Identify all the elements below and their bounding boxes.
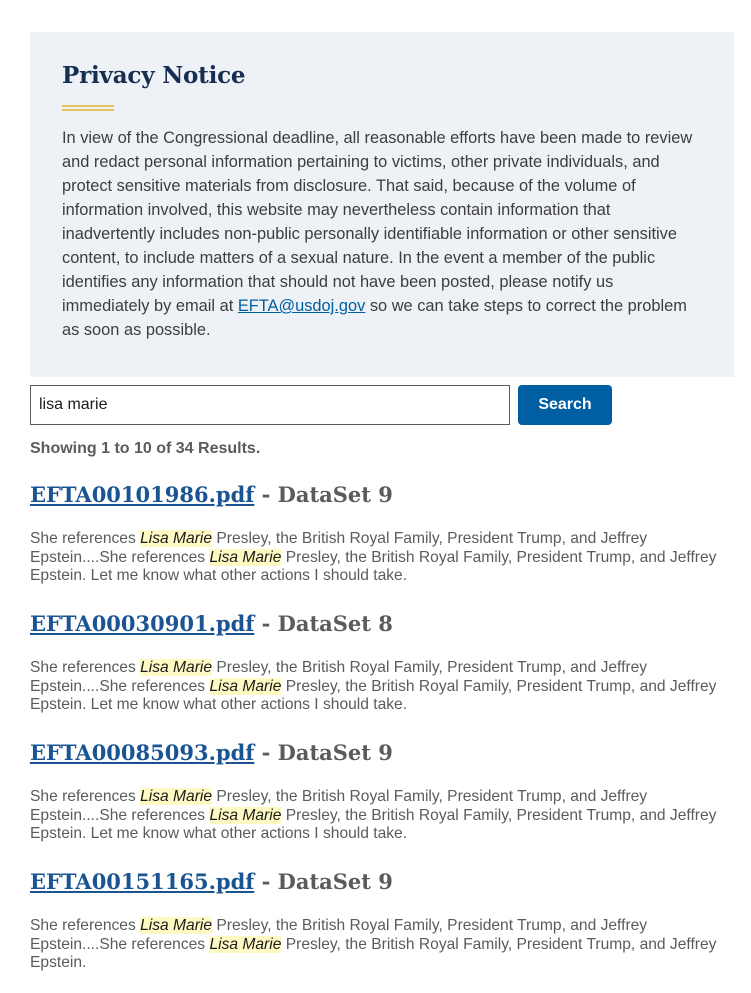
result-separator: - <box>254 869 278 894</box>
highlight-word: Lisa <box>140 788 169 805</box>
result-item <box>30 867 720 993</box>
result-dataset: DataSet 9 <box>277 869 393 894</box>
search-button[interactable]: Search <box>518 385 612 425</box>
highlight-word: Marie <box>173 788 213 805</box>
snippet-text: She references <box>30 659 141 676</box>
highlight-term <box>140 659 212 676</box>
snippet-text: She references <box>30 917 141 934</box>
highlight-word: Marie <box>242 806 282 824</box>
result-snippet <box>30 530 720 586</box>
email-link[interactable]: EFTA@usdoj.gov <box>237 297 366 315</box>
highlight-word: Marie <box>173 917 213 934</box>
result-file-link[interactable]: EFTA00030901.pdf <box>30 611 255 636</box>
result-snippet <box>30 659 720 715</box>
result-item <box>30 609 720 738</box>
result-separator: - <box>254 482 278 507</box>
snippet-text: Presley, the British Royal Family, President Trump, and Jeffrey Epstein. Let me know what other actions I should take. <box>30 677 717 713</box>
snippet-text: She references <box>30 788 141 805</box>
privacy-notice-body <box>62 126 702 342</box>
snippet-text: Presley, the British Royal Family, President Trump, and Jeffrey Epstein. Let me know what other actions I should take. <box>30 548 717 584</box>
search-input[interactable] <box>30 385 510 425</box>
result-snippet <box>30 917 720 973</box>
notice-body-text-end: so we can take steps to correct the problem as soon as possible. <box>62 297 687 339</box>
result-file-link[interactable]: EFTA00101986.pdf <box>30 482 255 507</box>
highlight-term <box>140 917 212 934</box>
results-count: Showing 1 to 10 of 34 Results. <box>30 440 261 457</box>
snippet-text: Presley, the British Royal Family, President Trump, and Jeffrey Epstein....She references <box>30 659 648 695</box>
result-title <box>30 738 720 768</box>
result-item <box>30 738 720 867</box>
notice-body-text: In view of the Congressional deadline, all reasonable efforts have been made to review and redact personal information pertaining to victims, other private individuals, and protect sensitive materials from disclosure. That said, because of the volume of information involved, this website may nevertheless contain information that inadvertently includes non-public personally identifiable information or other sensitive content, to include matters of a sexual nature. In the event a member of the public identifies any information that should not have been posted, please notify us immediately by email at <box>62 129 693 315</box>
result-title <box>30 867 720 897</box>
highlight-word: Lisa <box>140 659 169 676</box>
highlight-word: Lisa <box>209 548 239 566</box>
result-dataset: DataSet 9 <box>277 740 393 765</box>
highlight-word: Lisa <box>140 530 169 547</box>
highlight-word: Marie <box>242 548 282 566</box>
result-file-link[interactable]: EFTA00151165.pdf <box>30 869 255 894</box>
highlight-term <box>140 788 212 805</box>
highlight-word: Lisa <box>140 917 169 934</box>
title-accent-rule <box>62 105 114 111</box>
snippet-text: Presley, the British Royal Family, President Trump, and Jeffrey Epstein. <box>30 935 717 971</box>
highlight-term <box>209 549 281 566</box>
snippet-text: She references <box>30 530 141 547</box>
highlight-term <box>209 807 281 824</box>
results-list <box>30 480 720 993</box>
highlight-word: Marie <box>242 935 282 953</box>
highlight-word: Marie <box>173 659 213 676</box>
result-dataset: DataSet 8 <box>277 611 393 636</box>
result-separator: - <box>254 611 278 636</box>
search-form <box>30 385 630 425</box>
snippet-text: Presley, the British Royal Family, President Trump, and Jeffrey Epstein. Let me know what other actions I should take. <box>30 806 717 842</box>
result-dataset: DataSet 9 <box>277 482 393 507</box>
result-file-link[interactable]: EFTA00085093.pdf <box>30 740 255 765</box>
highlight-word: Lisa <box>209 806 239 824</box>
highlight-word: Lisa <box>209 935 239 953</box>
privacy-notice-panel <box>30 32 734 377</box>
highlight-word: Marie <box>173 530 213 547</box>
highlight-term <box>209 936 281 953</box>
highlight-term <box>209 678 281 695</box>
snippet-text: Presley, the British Royal Family, President Trump, and Jeffrey Epstein....She references <box>30 788 648 824</box>
result-item <box>30 480 720 609</box>
result-snippet <box>30 788 720 844</box>
result-title <box>30 609 720 639</box>
snippet-text: Presley, the British Royal Family, President Trump, and Jeffrey Epstein....She references <box>30 917 648 953</box>
result-title <box>30 480 720 510</box>
snippet-text: Presley, the British Royal Family, President Trump, and Jeffrey Epstein....She references <box>30 530 648 566</box>
highlight-word: Lisa <box>209 677 239 695</box>
result-separator: - <box>254 740 278 765</box>
highlight-word: Marie <box>242 677 282 695</box>
privacy-notice-title: Privacy Notice <box>62 62 246 89</box>
highlight-term <box>140 530 212 547</box>
